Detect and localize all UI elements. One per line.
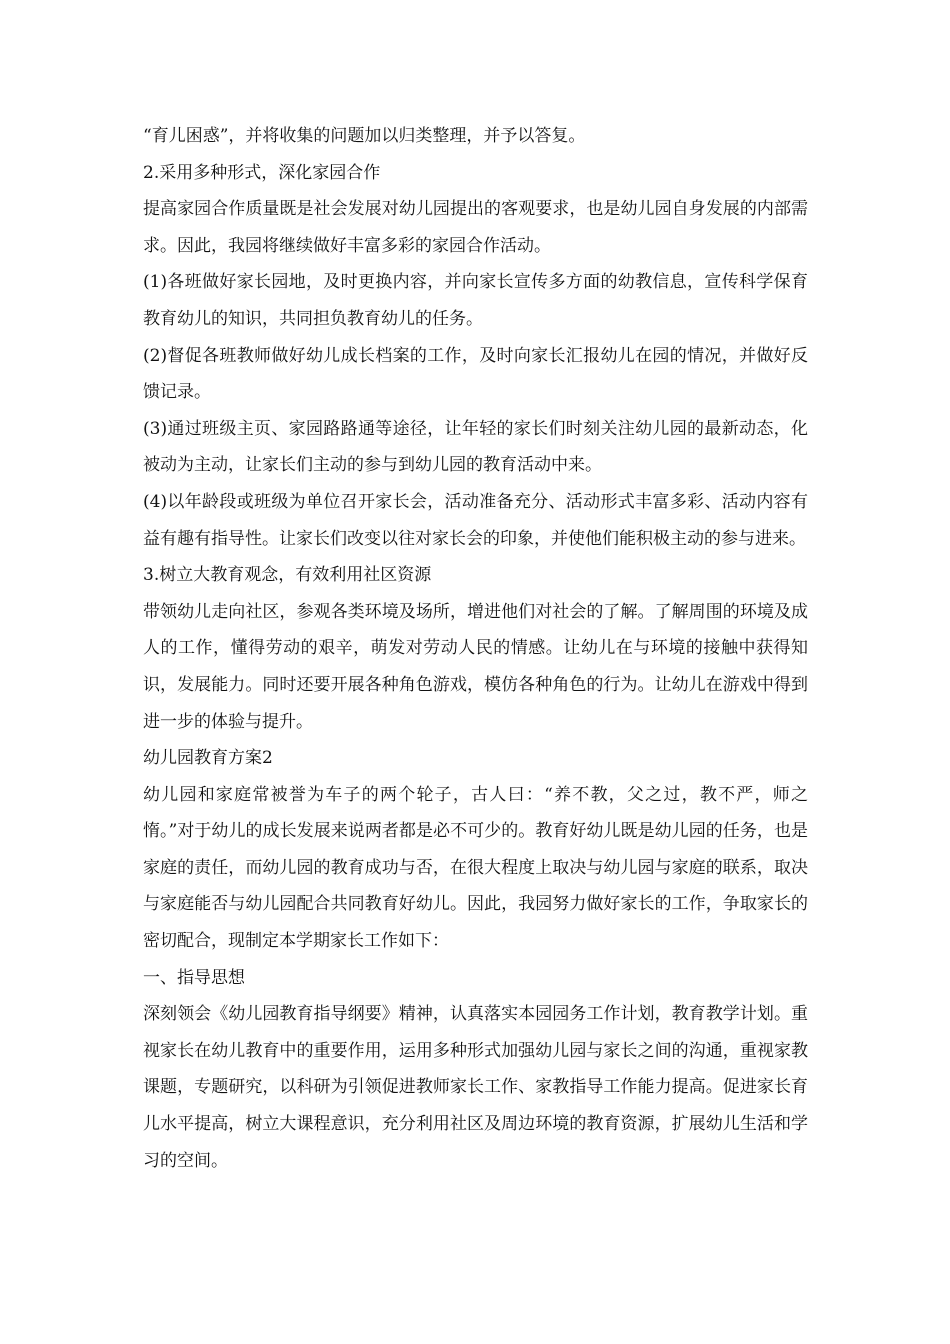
paragraph-continuation: “育儿困惑”，并将收集的问题加以归类整理，并予以答复。 <box>143 126 586 146</box>
heading-section-2: 2.采用多种形式，深化家园合作 <box>143 162 381 183</box>
list-item-3: (3)通过班级主页、家园路路通等途径，让年轻的家长们时刻关注幼儿园的最新动态，化被动为主动，让家长们主动的参与到幼儿园的教育活动中来。 <box>143 418 808 476</box>
paragraph: 提高家园合作质量既是社会发展对幼儿园提出的客观要求，也是幼儿园自身发展的内部需求。因此，我园将继续做好丰富多彩的家园合作活动。 <box>143 199 808 256</box>
list-item-4: (4)以年龄段或班级为单位召开家长会，活动准备充分、活动形式丰富多彩、活动内容有益有趣有指导性。让家长们改变以往对家长会的印象，并使他们能积极主动的参与进来。 <box>143 491 808 549</box>
heading-section-3: 3.树立大教育观念，有效利用社区资源 <box>143 565 432 586</box>
heading-guiding-ideology: 一、指导思想 <box>143 967 245 988</box>
paragraph: 深刻领会《幼儿园教育指导纲要》精神，认真落实本园园务工作计划，教育教学计划。重视家长在幼儿教育中的重要作用，运用多种形式加强幼儿园与家长之间的沟通，重视家教课题，专题研究，以科研为引领促进教师家长工作、家教指导工作能力提高。促进家长育儿水平提高，树立大课程意识，充分利用社区及周边环境的教育资源，扩展幼儿生活和学习的空间。 <box>143 1004 808 1171</box>
paragraph: 幼儿园和家庭常被誉为车子的两个轮子，古人曰：“养不教，父之过，教不严，师之惰。”对于幼儿的成长发展来说两者都是必不可少的。教育好幼儿既是幼儿园的任务，也是家庭的责任，而幼儿园的教育成功与否，在很大程度上取决与幼儿园与家庭的联系，取决与家庭能否与幼儿园配合共同教育好幼儿。因此，我园努力做好家长的工作，争取家长的密切配合，现制定本学期家长工作如下： <box>143 784 808 952</box>
document-title-plan-2: 幼儿园教育方案2 <box>143 748 273 769</box>
document-body <box>143 118 808 1179</box>
list-item-1: (1)各班做好家长园地，及时更换内容，并向家长宣传多方面的幼教信息，宣传科学保育教育幼儿的知识，共同担负教育幼儿的任务。 <box>143 272 808 329</box>
list-item-2: (2)督促各班教师做好幼儿成长档案的工作，及时向家长汇报幼儿在园的情况，并做好反馈记录。 <box>143 345 808 403</box>
paragraph: 带领幼儿走向社区，参观各类环境及场所，增进他们对社会的了解。了解周围的环境及成人的工作，懂得劳动的艰辛，萌发对劳动人民的情感。让幼儿在与环境的接触中获得知识，发展能力。同时还要开展各种角色游戏，模仿各种角色的行为。让幼儿在游戏中得到进一步的体验与提升。 <box>143 601 808 732</box>
